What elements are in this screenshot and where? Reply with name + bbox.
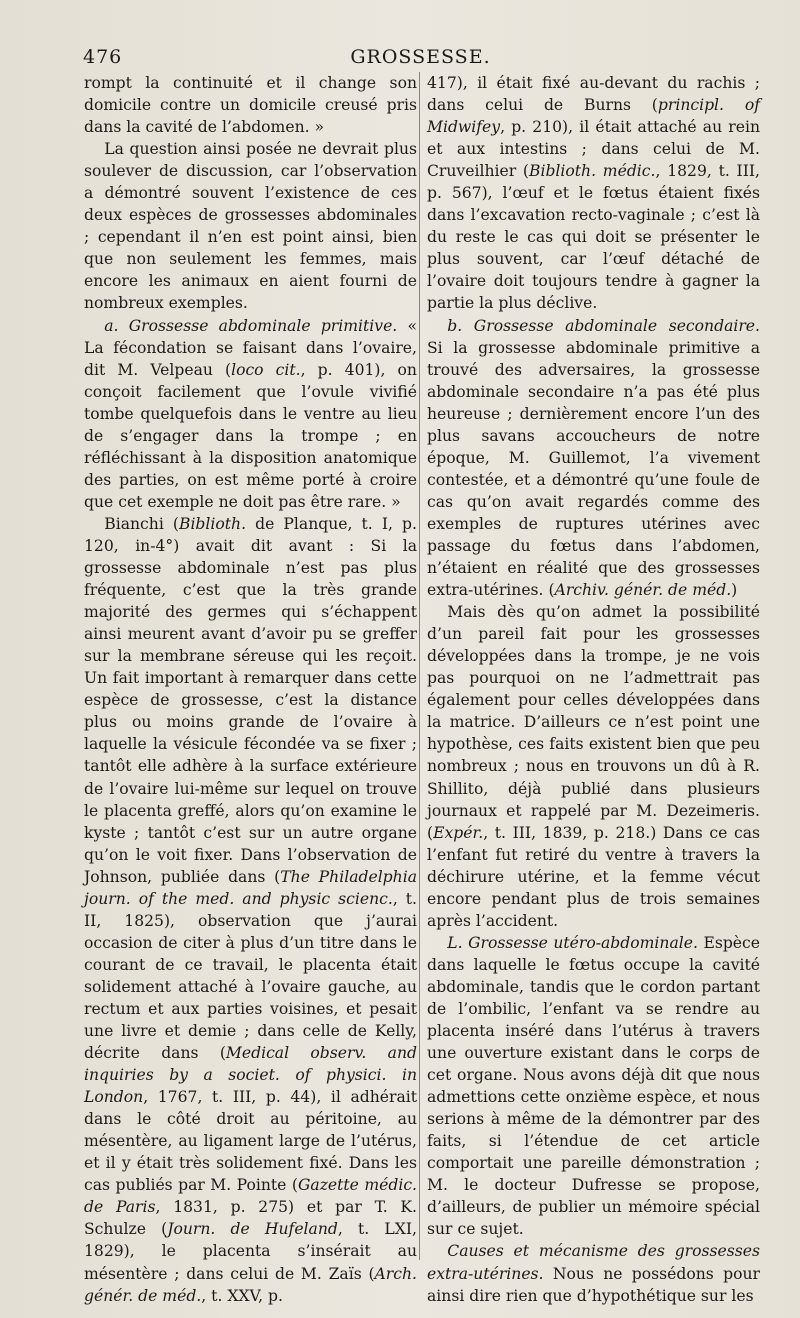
column-divider	[419, 72, 420, 1260]
right-column	[427, 72, 760, 1307]
left-column	[84, 72, 417, 1307]
paragraph: a. Grossesse abdominale primitive. « La fécondation se faisant dans l’ovaire, dit M. Velpeau (loco cit., p. 401), on conçoit facilement que l’ovule vivifié tombe quelquefois dans le ventre au lieu de s’engager dans la trompe ; en réfléchissant à la disposition anatomique des parties, on est même porté à croire que cet exemple ne doit pas être rare. »	[84, 316, 417, 511]
page-number: 476	[83, 46, 123, 68]
paragraph: b. Grossesse abdominale secondaire. Si la grossesse abdominale primitive a trouvé des adversaires, la grossesse abdominale secondaire n’a pas été plus heureuse ; dernièrement encore l’un des plus savans accoucheurs de notre époque, M. Guillemot, l’a vivement contestée, et a démontré qu’une foule de cas qu’on avait regardés comme des exemples de ruptures utérines avec passage du fœtus dans l’abdomen, n’étaient en réalité que des grossesses extra-utérines. (Archiv. génér. de méd.)	[427, 316, 760, 600]
paragraph: rompt la continuité et il change son domicile contre un domicile creusé pris dans la cavité de l’abdomen. »	[84, 74, 417, 137]
running-head	[83, 46, 758, 72]
paragraph: Bianchi (Biblioth. de Planque, t. I, p. 120, in-4°) avait dit avant : Si la grossesse abdominale n’est pas plus fréquente, c’est que la très grande majorité des germes qui s’échappent ainsi meurent avant d’avoir pu se greffer sur la membrane séreuse qui les reçoit. Un fait important à remarquer dans cette espèce de grossesse, c’est la distance plus ou moins grande de l’ovaire à laquelle la vésicule fécondée va se fixer ; tantôt elle adhère à la surface extérieure de l’ovaire lui-même sur lequel on trouve le placenta greffé, alors qu’on examine le kyste ; tantôt c’est sur un autre organe qu’on le voit fixer. Dans l’observation de Johnson, publiée dans (The Philadelphia journ. of the med. and physic scienc., t. II, 1825), observation que j’aurai occasion de citer à plus d’un titre dans le courant de ce travail, le placenta était solidement attaché à l’ovaire gauche, au rectum et aux parties voisines, et pesait une livre et demie ; dans celle de Kelly, décrite dans (Medical observ. and inquiries by a societ. of physici. in London, 1767, t. III, p. 44), il adhérait dans le côté droit au péritoine, au mésentère, au ligament large de l’utérus, et il y était très solidement fixé. Dans les cas publiés par M. Pointe (Gazette médic. de Paris, 1831, p. 275) et par T. K. Schulze (Journ. de Hufeland, t. LXI, 1829), le placenta s’insérait au mésentère ; dans celui de M. Zaïs (Arch. génér. de méd., t. XXV, p.	[84, 514, 418, 1305]
paragraph: 417), il était fixé au-devant du rachis ; dans celui de Burns (principl. of Midwifey, p. 210), il était attaché au rein et aux intestins ; dans celui de M. Cruveilhier (Biblioth. médic., 1829, t. III, p. 567), l’œuf et le fœtus étaient fixés dans l’excavation recto-vaginale ; c’est là du reste le cas qui doit se présenter le plus souvent, car l’œuf détaché de l’ovaire doit toujours tendre à gagner la partie la plus déclive.	[427, 74, 760, 313]
paragraph: Mais dès qu’on admet la possibilité d’un pareil fait pour les grossesses développées dans la trompe, je ne vois pas pourquoi on ne l’admettrait pas également pour celles développées dans la matrice. D’ailleurs ce n’est point une hypothèse, ces faits existent bien que peu nombreux ; nous en trouvons un dû à R. Shillito, déjà publié dans plusieurs journaux et rappelé par M. Dezeimeris. (Expér., t. III, 1839, p. 218.) Dans ce cas l’enfant fut retiré du ventre à travers la déchirure utérine, et la femme vécut encore pendant plus de trois semaines après l’accident.	[427, 603, 760, 930]
paragraph: L. Grossesse utéro-abdominale. Espèce dans laquelle le fœtus occupe la cavité abdominale, tandis que le cordon partant de l’ombilic, l’enfant va se rendre au placenta inséré dans l’utérus à travers une ouverture existant dans le corps de cet organe. Nous avons déjà dit que nous admettions cette onzième espèce, et nous serions à même de la démontrer par des faits, si l’étendue de cet article comportait une pareille démonstration ; M. le docteur Dufresse se propose, d’ailleurs, de publier un mémoire spécial sur ce sujet.	[427, 933, 760, 1239]
paragraph: Causes et mécanisme des grossesses extra-utérines. Nous ne possédons pour ainsi dire rien que d’hypothétique sur les	[427, 1242, 760, 1305]
running-title: GROSSESSE.	[350, 46, 491, 68]
paragraph: La question ainsi posée ne devrait plus soulever de discussion, car l’observation a démontré souvent l’existence de ces deux espèces de grossesses abdominales ; cependant il n’en est point ainsi, bien que non seulement les femmes, mais encore les animaux en aient fourni de nombreux exemples.	[84, 140, 417, 313]
